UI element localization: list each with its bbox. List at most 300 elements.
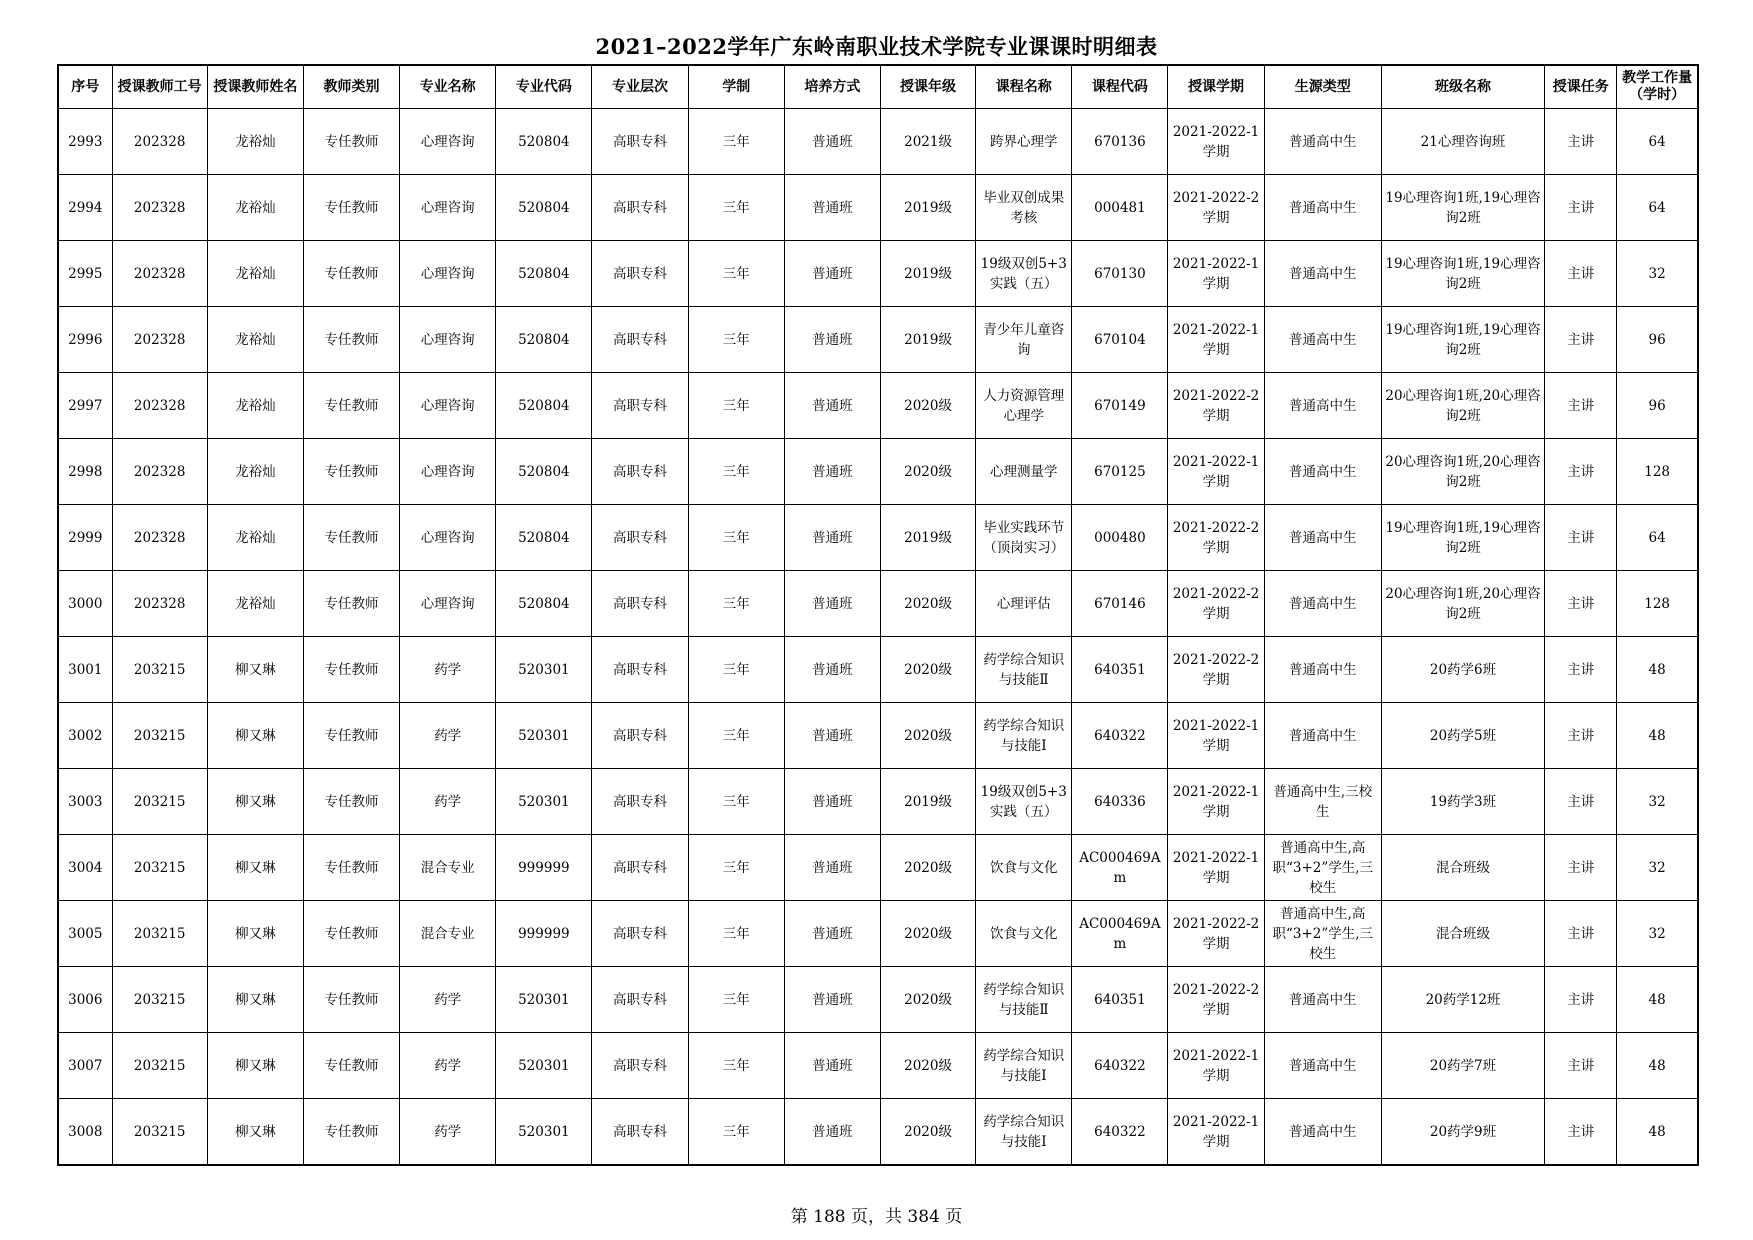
table-cell: 三年 (688, 175, 784, 241)
table-cell: 640336 (1072, 769, 1168, 835)
table-cell: 龙裕灿 (207, 505, 303, 571)
table-cell: 2997 (58, 373, 112, 439)
table-cell: 毕业双创成果考核 (976, 175, 1072, 241)
table-cell: 670136 (1072, 109, 1168, 175)
column-header: 授课教师工号 (112, 65, 207, 109)
table-row (58, 637, 1698, 703)
table-row (58, 307, 1698, 373)
table-cell: 心理咨询 (400, 109, 496, 175)
table-cell: 普通班 (784, 175, 880, 241)
column-header: 专业层次 (592, 65, 688, 109)
table-cell: 柳又琳 (207, 835, 303, 901)
table-cell: 64 (1617, 109, 1698, 175)
table-cell: 普通班 (784, 835, 880, 901)
table-cell: 药学综合知识与技能Ⅰ (976, 1033, 1072, 1099)
table-cell: 2020级 (880, 967, 975, 1033)
table-cell: 203215 (112, 1099, 207, 1166)
table-cell: 普通高中生 (1264, 241, 1381, 307)
page-title: 2021–2022学年广东岭南职业技术学院专业课课时明细表 (595, 34, 1158, 59)
table-cell: 三年 (688, 505, 784, 571)
table-cell: 混合班级 (1381, 835, 1544, 901)
table-cell: 2020级 (880, 1033, 975, 1099)
table-cell: 柳又琳 (207, 637, 303, 703)
table-cell: 普通班 (784, 241, 880, 307)
table-cell: 三年 (688, 373, 784, 439)
column-header: 授课年级 (880, 65, 975, 109)
table-cell: 心理咨询 (400, 307, 496, 373)
table-cell: 柳又琳 (207, 1033, 303, 1099)
table-cell: 三年 (688, 307, 784, 373)
table-cell: 2999 (58, 505, 112, 571)
table-cell: 2019级 (880, 769, 975, 835)
table-cell: 普通班 (784, 637, 880, 703)
table-cell: 202328 (112, 241, 207, 307)
table-cell: 19药学3班 (1381, 769, 1544, 835)
table-cell: 柳又琳 (207, 1099, 303, 1166)
table-cell: 主讲 (1545, 439, 1617, 505)
table-cell: 三年 (688, 769, 784, 835)
table-cell: 三年 (688, 703, 784, 769)
table-cell: 19心理咨询1班,19心理咨询2班 (1381, 505, 1544, 571)
table-cell: 2019级 (880, 241, 975, 307)
table-cell: 三年 (688, 967, 784, 1033)
table-cell: 2019级 (880, 175, 975, 241)
table-cell: 龙裕灿 (207, 373, 303, 439)
table-cell: 高职专科 (592, 769, 688, 835)
table-cell: 心理咨询 (400, 505, 496, 571)
table-cell: 药学综合知识与技能Ⅰ (976, 1099, 1072, 1166)
table-cell: 普通高中生,三校生 (1264, 769, 1381, 835)
table-cell: 2021-2022-1学期 (1168, 769, 1264, 835)
table-cell: 203215 (112, 703, 207, 769)
table-row (58, 835, 1698, 901)
table-cell: 主讲 (1545, 1033, 1617, 1099)
table-cell: 2021-2022-1学期 (1168, 703, 1264, 769)
table-cell: 高职专科 (592, 1033, 688, 1099)
table-cell: 普通班 (784, 505, 880, 571)
table-cell: 普通班 (784, 439, 880, 505)
table-cell: 202328 (112, 439, 207, 505)
table-cell: 2021-2022-1学期 (1168, 109, 1264, 175)
table-cell: 520804 (496, 175, 592, 241)
table-cell: 主讲 (1545, 703, 1617, 769)
table-cell: 主讲 (1545, 109, 1617, 175)
table-cell: 520804 (496, 307, 592, 373)
table-cell: 3002 (58, 703, 112, 769)
table-cell: 48 (1617, 703, 1698, 769)
column-header: 课程名称 (976, 65, 1072, 109)
table-cell: 专任教师 (303, 505, 399, 571)
table-cell: 主讲 (1545, 241, 1617, 307)
table-cell: 202328 (112, 175, 207, 241)
table-cell: 2021-2022-2学期 (1168, 505, 1264, 571)
table-cell: 2998 (58, 439, 112, 505)
table-cell: 520301 (496, 637, 592, 703)
table-cell: 药学综合知识与技能Ⅱ (976, 637, 1072, 703)
table-cell: 203215 (112, 835, 207, 901)
table-cell: 520301 (496, 1033, 592, 1099)
table-cell: 64 (1617, 505, 1698, 571)
table-cell: 520804 (496, 373, 592, 439)
column-header: 序号 (58, 65, 112, 109)
table-cell: 202328 (112, 307, 207, 373)
table-cell: 2021-2022-1学期 (1168, 1033, 1264, 1099)
table-cell: 2019级 (880, 307, 975, 373)
table-cell: 高职专科 (592, 571, 688, 637)
table-cell: 普通高中生 (1264, 967, 1381, 1033)
table-cell: 专任教师 (303, 703, 399, 769)
page-footer: 第 188 页，共 384 页 (790, 1207, 963, 1227)
table-cell: 203215 (112, 769, 207, 835)
table-cell: 2996 (58, 307, 112, 373)
table-cell: 心理咨询 (400, 373, 496, 439)
column-header: 培养方式 (784, 65, 880, 109)
table-cell: 普通班 (784, 901, 880, 967)
table-cell: 999999 (496, 835, 592, 901)
column-header: 教师类别 (303, 65, 399, 109)
table-cell: 203215 (112, 1033, 207, 1099)
table-cell: 000481 (1072, 175, 1168, 241)
table-cell: 主讲 (1545, 571, 1617, 637)
table-cell: 青少年儿童咨询 (976, 307, 1072, 373)
table-cell: 2995 (58, 241, 112, 307)
table-cell: 2021级 (880, 109, 975, 175)
table-cell: 三年 (688, 109, 784, 175)
table-cell: 普通高中生 (1264, 1033, 1381, 1099)
column-header: 专业代码 (496, 65, 592, 109)
column-header: 授课学期 (1168, 65, 1264, 109)
table-cell: 三年 (688, 1099, 784, 1166)
table-cell: 3003 (58, 769, 112, 835)
table-row (58, 241, 1698, 307)
table-cell: 520804 (496, 241, 592, 307)
table-cell: 3001 (58, 637, 112, 703)
table-cell: 21心理咨询班 (1381, 109, 1544, 175)
table-cell: 2021-2022-2学期 (1168, 571, 1264, 637)
table-cell: 2020级 (880, 571, 975, 637)
table-cell: 龙裕灿 (207, 439, 303, 505)
table-cell: 柳又琳 (207, 703, 303, 769)
table-cell: 2994 (58, 175, 112, 241)
table-cell: 专任教师 (303, 637, 399, 703)
table-cell: 专任教师 (303, 1033, 399, 1099)
table-cell: 520804 (496, 505, 592, 571)
table-cell: 19心理咨询1班,19心理咨询2班 (1381, 241, 1544, 307)
table-cell: 520804 (496, 109, 592, 175)
table-cell: 心理咨询 (400, 439, 496, 505)
table-cell: 2020级 (880, 373, 975, 439)
table-cell: 2021-2022-1学期 (1168, 241, 1264, 307)
table-cell: 药学 (400, 967, 496, 1033)
table-cell: 520301 (496, 703, 592, 769)
column-header: 生源类型 (1264, 65, 1381, 109)
table-cell: 640351 (1072, 967, 1168, 1033)
table-cell: AC000469Am (1072, 901, 1168, 967)
table-cell: 203215 (112, 901, 207, 967)
table-cell: 64 (1617, 175, 1698, 241)
table-cell: 主讲 (1545, 637, 1617, 703)
table-row (58, 571, 1698, 637)
table-cell: 2020级 (880, 637, 975, 703)
table-cell: 640322 (1072, 1033, 1168, 1099)
table-cell: 高职专科 (592, 307, 688, 373)
table-cell: 心理咨询 (400, 241, 496, 307)
table-cell: 高职专科 (592, 637, 688, 703)
table-cell: 670130 (1072, 241, 1168, 307)
table-row (58, 505, 1698, 571)
table-cell: 普通高中生 (1264, 439, 1381, 505)
table-cell: 高职专科 (592, 967, 688, 1033)
table-cell: AC000469Am (1072, 835, 1168, 901)
table-cell: 640322 (1072, 1099, 1168, 1166)
table-cell: 专任教师 (303, 901, 399, 967)
table-cell: 640322 (1072, 703, 1168, 769)
table-cell: 普通高中生 (1264, 637, 1381, 703)
table-cell: 龙裕灿 (207, 307, 303, 373)
table-cell: 主讲 (1545, 175, 1617, 241)
table-cell: 心理测量学 (976, 439, 1072, 505)
table-cell: 混合专业 (400, 901, 496, 967)
table-cell: 三年 (688, 571, 784, 637)
table-cell: 2021-2022-2学期 (1168, 637, 1264, 703)
table-cell: 高职专科 (592, 109, 688, 175)
table-cell: 龙裕灿 (207, 175, 303, 241)
table-cell: 高职专科 (592, 703, 688, 769)
table-cell: 人力资源管理心理学 (976, 373, 1072, 439)
table-cell: 主讲 (1545, 901, 1617, 967)
table-cell: 普通高中生 (1264, 571, 1381, 637)
table-cell: 高职专科 (592, 439, 688, 505)
table-cell: 20心理咨询1班,20心理咨询2班 (1381, 571, 1544, 637)
table-cell: 2021-2022-1学期 (1168, 835, 1264, 901)
table-cell: 普通高中生,高职“3+2”学生,三校生 (1264, 835, 1381, 901)
table-cell: 19心理咨询1班,19心理咨询2班 (1381, 307, 1544, 373)
table-cell: 普通班 (784, 1033, 880, 1099)
column-header: 专业名称 (400, 65, 496, 109)
table-cell: 普通高中生,高职“3+2”学生,三校生 (1264, 901, 1381, 967)
table-cell: 专任教师 (303, 175, 399, 241)
table-cell: 000480 (1072, 505, 1168, 571)
table-cell: 高职专科 (592, 901, 688, 967)
table-cell: 混合班级 (1381, 901, 1544, 967)
table-cell: 48 (1617, 1099, 1698, 1166)
table-cell: 专任教师 (303, 769, 399, 835)
table-cell: 普通高中生 (1264, 175, 1381, 241)
table-cell: 高职专科 (592, 505, 688, 571)
table-row (58, 373, 1698, 439)
table-cell: 普通班 (784, 769, 880, 835)
table-cell: 三年 (688, 637, 784, 703)
table-cell: 48 (1617, 1033, 1698, 1099)
table-cell: 高职专科 (592, 1099, 688, 1166)
table-cell: 203215 (112, 637, 207, 703)
table-cell: 药学 (400, 637, 496, 703)
table-cell: 专任教师 (303, 307, 399, 373)
table-cell: 3007 (58, 1033, 112, 1099)
table-cell: 龙裕灿 (207, 109, 303, 175)
table-cell: 专任教师 (303, 967, 399, 1033)
table-cell: 专任教师 (303, 373, 399, 439)
table-cell: 20药学7班 (1381, 1033, 1544, 1099)
table-cell: 普通班 (784, 307, 880, 373)
column-header: 授课任务 (1545, 65, 1617, 109)
table-cell: 48 (1617, 637, 1698, 703)
table-cell: 专任教师 (303, 241, 399, 307)
table-cell: 三年 (688, 241, 784, 307)
table-row (58, 175, 1698, 241)
table-cell: 2020级 (880, 439, 975, 505)
table-cell: 普通班 (784, 373, 880, 439)
table-cell: 202328 (112, 505, 207, 571)
table-cell: 普通班 (784, 109, 880, 175)
table-cell: 药学综合知识与技能Ⅱ (976, 967, 1072, 1033)
table-cell: 2021-2022-2学期 (1168, 373, 1264, 439)
table-cell: 202328 (112, 571, 207, 637)
table-cell: 主讲 (1545, 835, 1617, 901)
table-cell: 高职专科 (592, 373, 688, 439)
table-cell: 药学 (400, 703, 496, 769)
table-cell: 3006 (58, 967, 112, 1033)
table-cell: 普通班 (784, 703, 880, 769)
table-cell: 520301 (496, 769, 592, 835)
table-cell: 3004 (58, 835, 112, 901)
table-cell: 20药学5班 (1381, 703, 1544, 769)
table-cell: 高职专科 (592, 241, 688, 307)
table-row (58, 967, 1698, 1033)
table-cell: 670149 (1072, 373, 1168, 439)
table-cell: 饮食与文化 (976, 901, 1072, 967)
table-cell: 毕业实践环节（顶岗实习） (976, 505, 1072, 571)
column-header: 班级名称 (1381, 65, 1544, 109)
table-row (58, 1099, 1698, 1166)
table-row (58, 769, 1698, 835)
table-cell: 三年 (688, 439, 784, 505)
column-header: 授课教师姓名 (207, 65, 303, 109)
table-cell: 96 (1617, 373, 1698, 439)
table-cell: 20心理咨询1班,20心理咨询2班 (1381, 373, 1544, 439)
table-cell: 3008 (58, 1099, 112, 1166)
table-row (58, 109, 1698, 175)
table-cell: 670104 (1072, 307, 1168, 373)
table-cell: 普通高中生 (1264, 373, 1381, 439)
table-cell: 主讲 (1545, 505, 1617, 571)
table-cell: 3000 (58, 571, 112, 637)
table-cell: 2020级 (880, 703, 975, 769)
table-cell: 专任教师 (303, 835, 399, 901)
table-cell: 32 (1617, 901, 1698, 967)
table-cell: 2021-2022-1学期 (1168, 307, 1264, 373)
table-cell: 128 (1617, 571, 1698, 637)
table-cell: 2021-2022-1学期 (1168, 1099, 1264, 1166)
course-hours-table (57, 64, 1699, 1166)
table-cell: 普通高中生 (1264, 1099, 1381, 1166)
table-cell: 32 (1617, 241, 1698, 307)
table-cell: 2020级 (880, 835, 975, 901)
table-row (58, 1033, 1698, 1099)
table-cell: 520301 (496, 967, 592, 1033)
table-cell: 普通班 (784, 1099, 880, 1166)
table-cell: 药学综合知识与技能Ⅰ (976, 703, 1072, 769)
table-cell: 520804 (496, 571, 592, 637)
table-cell: 药学 (400, 1033, 496, 1099)
table-cell: 2021-2022-1学期 (1168, 439, 1264, 505)
table-cell: 20药学9班 (1381, 1099, 1544, 1166)
table-cell: 药学 (400, 769, 496, 835)
table-cell: 2019级 (880, 505, 975, 571)
table-cell: 龙裕灿 (207, 571, 303, 637)
table-cell: 主讲 (1545, 1099, 1617, 1166)
table-body (58, 109, 1698, 1166)
table-cell: 专任教师 (303, 439, 399, 505)
table-cell: 2993 (58, 109, 112, 175)
table-cell: 柳又琳 (207, 901, 303, 967)
table-cell: 主讲 (1545, 373, 1617, 439)
table-cell: 999999 (496, 901, 592, 967)
table-cell: 20药学12班 (1381, 967, 1544, 1033)
table-cell: 普通高中生 (1264, 505, 1381, 571)
table-cell: 670146 (1072, 571, 1168, 637)
table-row (58, 439, 1698, 505)
table-cell: 饮食与文化 (976, 835, 1072, 901)
table-cell: 202328 (112, 373, 207, 439)
table-cell: 203215 (112, 967, 207, 1033)
table-cell: 心理咨询 (400, 571, 496, 637)
table-row (58, 703, 1698, 769)
table-cell: 2021-2022-2学期 (1168, 901, 1264, 967)
table-cell: 202328 (112, 109, 207, 175)
table-cell: 专任教师 (303, 109, 399, 175)
table-cell: 柳又琳 (207, 967, 303, 1033)
table-cell: 柳又琳 (207, 769, 303, 835)
table-cell: 跨界心理学 (976, 109, 1072, 175)
table-cell: 药学 (400, 1099, 496, 1166)
table-cell: 32 (1617, 835, 1698, 901)
table-cell: 19级双创5+3实践（五） (976, 241, 1072, 307)
table-row (58, 901, 1698, 967)
table-cell: 心理咨询 (400, 175, 496, 241)
table-cell: 96 (1617, 307, 1698, 373)
table-cell: 2020级 (880, 1099, 975, 1166)
table-cell: 普通高中生 (1264, 703, 1381, 769)
table-cell: 高职专科 (592, 835, 688, 901)
table-cell: 19级双创5+3实践（五） (976, 769, 1072, 835)
table-cell: 3005 (58, 901, 112, 967)
table-cell: 48 (1617, 967, 1698, 1033)
table-cell: 主讲 (1545, 769, 1617, 835)
table-cell: 普通班 (784, 571, 880, 637)
column-header: 教学工作量（学时） (1617, 65, 1698, 109)
table-cell: 670125 (1072, 439, 1168, 505)
table-cell: 主讲 (1545, 307, 1617, 373)
table-cell: 专任教师 (303, 1099, 399, 1166)
table-header-row (58, 65, 1698, 109)
column-header: 课程代码 (1072, 65, 1168, 109)
column-header: 学制 (688, 65, 784, 109)
table-cell: 龙裕灿 (207, 241, 303, 307)
table-cell: 32 (1617, 769, 1698, 835)
table-cell: 三年 (688, 835, 784, 901)
table-cell: 520804 (496, 439, 592, 505)
table-cell: 2020级 (880, 901, 975, 967)
table-cell: 三年 (688, 1033, 784, 1099)
table-cell: 640351 (1072, 637, 1168, 703)
table-cell: 普通高中生 (1264, 109, 1381, 175)
table-cell: 19心理咨询1班,19心理咨询2班 (1381, 175, 1544, 241)
table-cell: 普通班 (784, 967, 880, 1033)
table-cell: 高职专科 (592, 175, 688, 241)
table-cell: 专任教师 (303, 571, 399, 637)
table-cell: 520301 (496, 1099, 592, 1166)
